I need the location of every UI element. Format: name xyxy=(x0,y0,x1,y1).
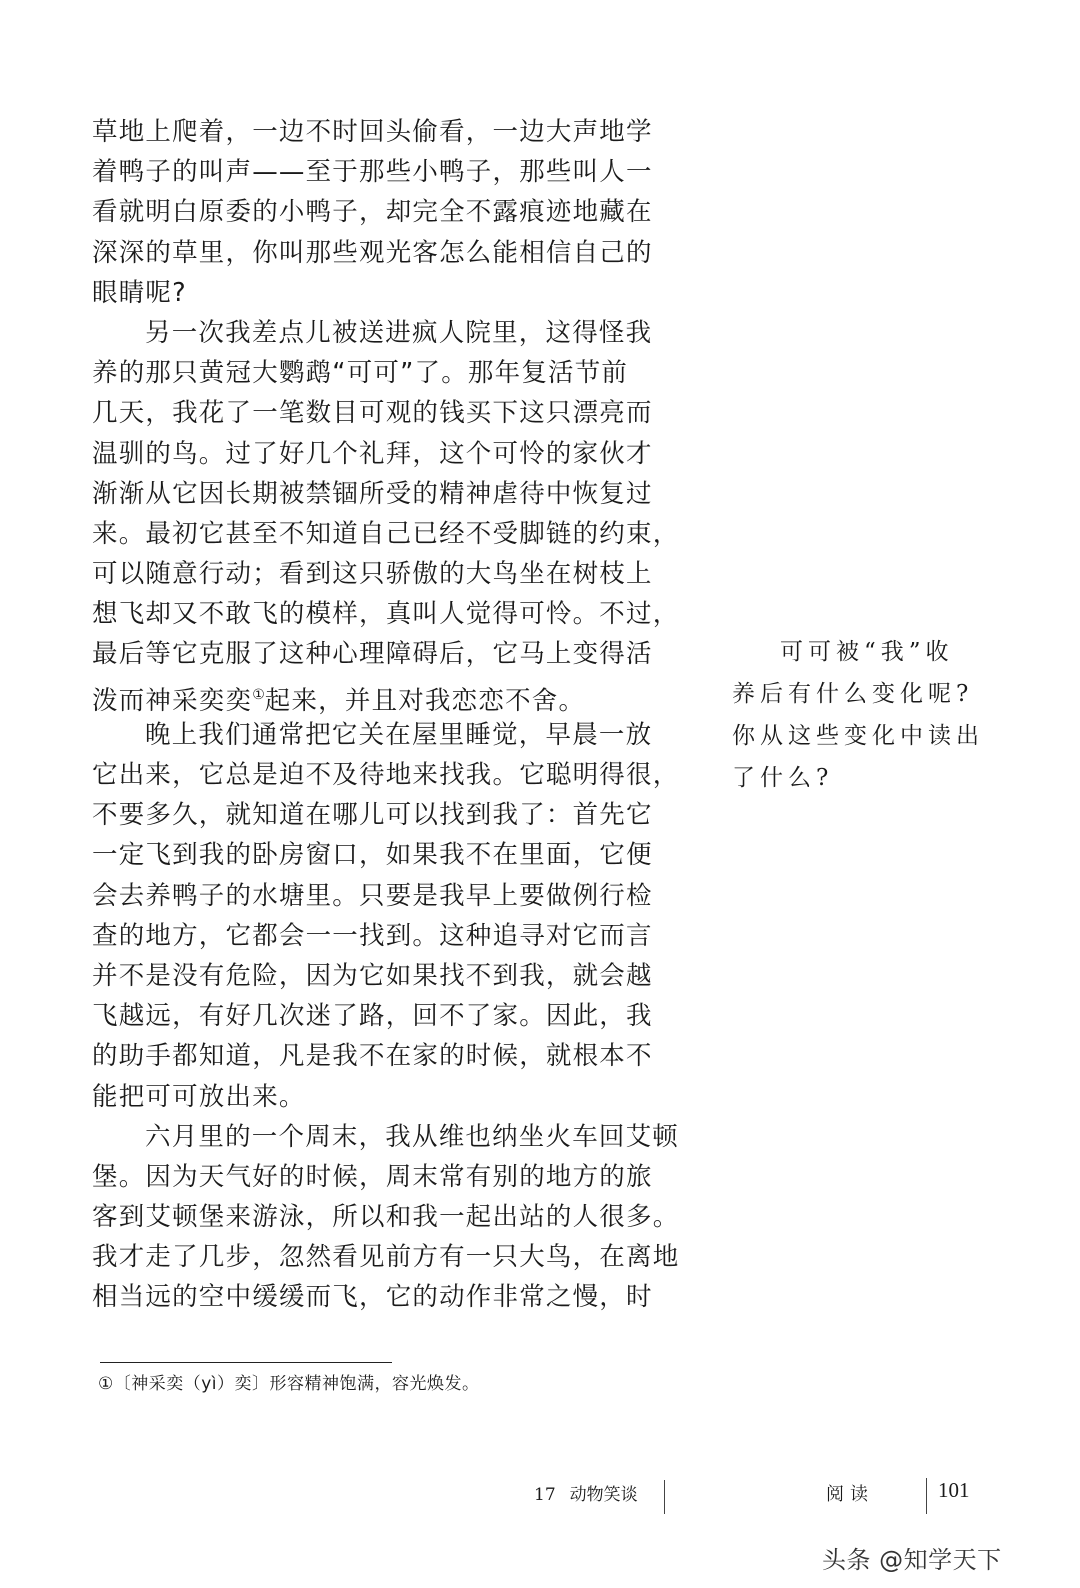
text-line: 看就明白原委的小鸭子，却完全不露痕迹地藏在 xyxy=(92,197,653,228)
main-text-column xyxy=(92,112,680,1318)
text-segment: 泼而神采奕奕 xyxy=(92,685,253,716)
text-line: 会去养鸭子的水塘里。只要是我早上要做例行检 xyxy=(92,880,653,911)
paragraph-start-line: 晚上我们通常把它关在屋里睡觉，早晨一放 xyxy=(145,719,653,750)
text-line: 温驯的鸟。过了好几个礼拜，这个可怜的家伙才 xyxy=(92,438,653,469)
footnote-marker[interactable]: ① xyxy=(252,686,265,703)
text-line-with-footnote xyxy=(92,675,664,715)
text-line: 飞越远，有好几次迷了路，回不了家。因此，我 xyxy=(92,1001,653,1032)
paragraph-start-line: 另一次我差点儿被送进疯人院里，这得怪我 xyxy=(145,317,653,348)
lesson-number: 17 xyxy=(534,1485,556,1505)
text-line: 可以随意行动；看到这只骄傲的大鸟坐在树枝上 xyxy=(92,559,653,590)
footnote: ①〔神采奕（yì）奕〕形容精神饱满，容光焕发。 xyxy=(98,1374,480,1394)
text-line: 我才走了几步，忽然看见前方有一只大鸟，在离地 xyxy=(92,1242,680,1273)
text-line: 并不是没有危险，因为它如果找不到我，就会越 xyxy=(92,960,653,991)
text-line: 不要多久，就知道在哪儿可以找到我了：首先它 xyxy=(92,800,653,831)
text-line: 它出来，它总是迫不及待地来找我。它聪明得很， xyxy=(92,760,680,790)
running-footer-lesson xyxy=(534,1480,638,1505)
text-line: 渐渐从它因长期被禁锢所受的精神虐待中恢复过 xyxy=(92,478,653,509)
text-segment: 起来，并且对我恋恋不舍。 xyxy=(264,685,586,716)
paragraph-start-line: 六月里的一个周末，我从维也纳坐火车回艾顿 xyxy=(145,1121,680,1152)
text-line: 深深的草里，你叫那些观光客怎么能相信自己的 xyxy=(92,237,653,268)
text-line: 几天，我花了一笔数目可观的钱买下这只漂亮而 xyxy=(92,398,653,429)
lesson-title: 动物笑谈 xyxy=(569,1485,638,1505)
text-line: 堡。因为天气好的时候，周末常有别的地方的旅 xyxy=(92,1161,653,1192)
note-line: 了什么? xyxy=(732,765,834,791)
text-line: 查的地方，它都会一一找到。这种追寻对它而言 xyxy=(92,920,653,951)
text-line: 草地上爬着，一边不时回头偷看，一边大声地学 xyxy=(92,117,653,147)
note-line: 养后有什么变化呢? xyxy=(732,681,974,707)
margin-question-note xyxy=(732,632,982,800)
footer-divider xyxy=(926,1478,927,1514)
note-line: 你从这些变化中读出 xyxy=(732,723,984,749)
footer-divider xyxy=(664,1480,665,1514)
watermark: 头条 @知学天下 xyxy=(822,1546,1002,1574)
footnote-divider xyxy=(100,1362,392,1363)
text-line: 最后等它克服了这种心理障碍后，它马上变得活 xyxy=(92,639,653,670)
text-line: 的助手都知道，凡是我不在家的时候，就根本不 xyxy=(92,1041,653,1072)
text-line: 养的那只黄冠大鹦鹉“可可”了。那年复活节前 xyxy=(92,358,629,389)
text-line: 相当远的空中缓缓而飞，它的动作非常之慢，时 xyxy=(92,1282,653,1313)
page-number: 101 xyxy=(938,1478,970,1502)
note-line: 可可被“我”收 xyxy=(780,639,954,665)
text-line: 客到艾顿堡来游泳，所以和我一起出站的人很多。 xyxy=(92,1202,680,1233)
text-line: 能把可可放出来。 xyxy=(92,1081,306,1112)
text-line: 眼睛呢? xyxy=(92,277,187,308)
text-line: 着鸭子的叫声——至于那些小鸭子，那些叫人一 xyxy=(92,157,653,188)
text-line: 想飞却又不敢飞的模样，真叫人觉得可怜。不过， xyxy=(92,599,680,630)
section-label: 阅读 xyxy=(826,1484,874,1505)
text-line: 一定飞到我的卧房窗口，如果我不在里面，它便 xyxy=(92,840,653,871)
text-line: 来。最初它甚至不知道自己已经不受脚链的约束， xyxy=(92,518,680,549)
